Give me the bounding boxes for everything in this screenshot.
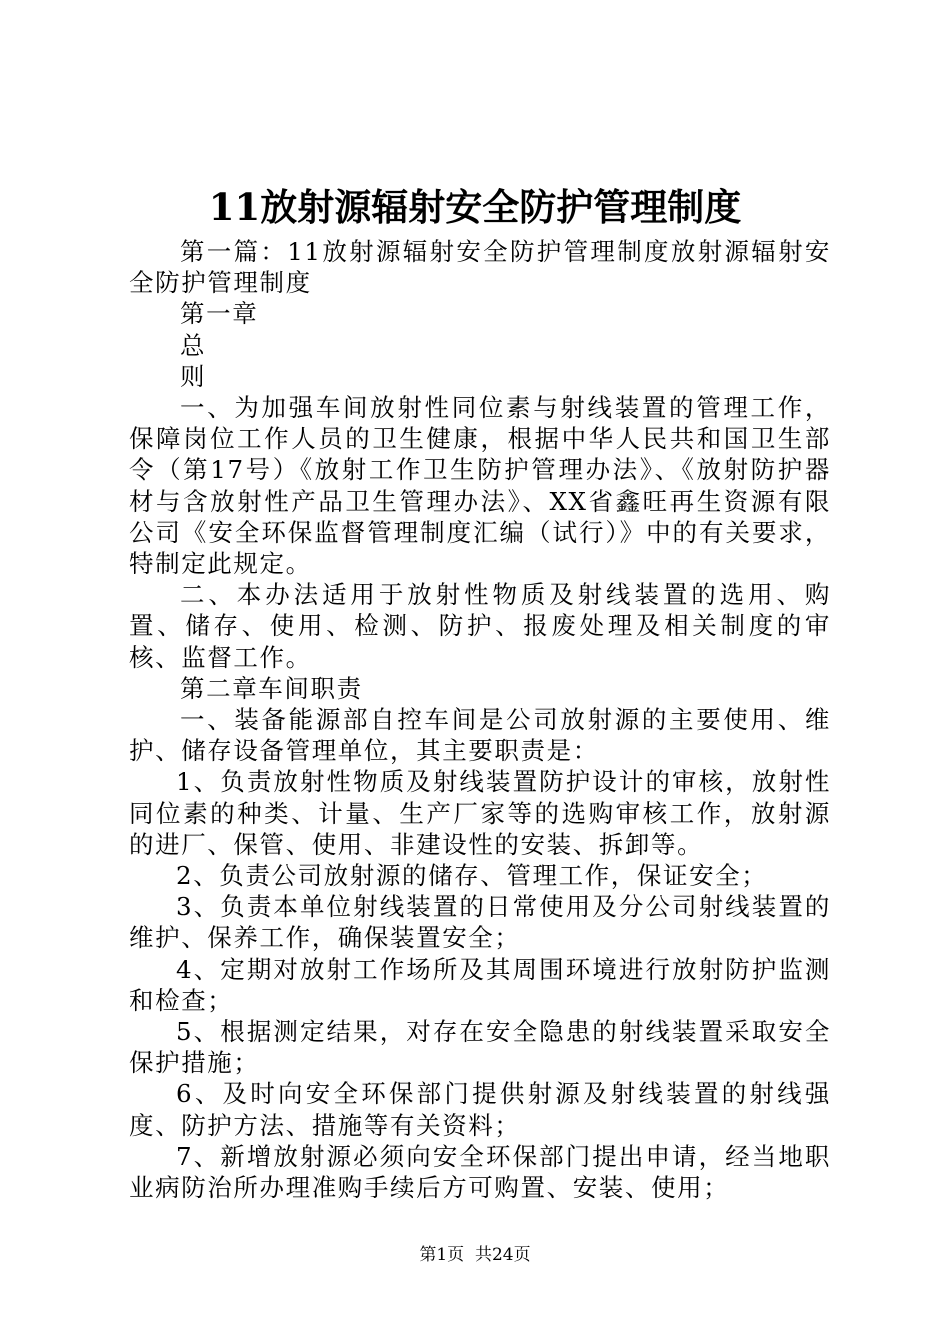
list-item-3: 3、负责本单位射线装置的日常使用及分公司射线装置的维护、保养工作，确保装置安全； <box>129 892 831 953</box>
paragraph-chapter-2-article-1: 一、装备能源部自控车间是公司放射源的主要使用、维护、储存设备管理单位，其主要职责是： <box>129 705 831 766</box>
document-body <box>129 236 831 1203</box>
chapter-1-heading: 第一章 <box>180 299 259 329</box>
list-item-7: 7、新增放射源必须向安全环保部门提出申请，经当地职业病防治所办理准购手续后方可购置、安装、使用； <box>129 1141 831 1203</box>
list-item-4: 4、定期对放射工作场所及其周围环境进行放射防护监测和检查； <box>129 954 831 1015</box>
page-footer: 第1页 共24页 <box>419 1245 531 1265</box>
document-title: 11放射源辐射安全防护管理制度 <box>208 185 742 229</box>
paragraph-article-2: 二、本办法适用于放射性物质及射线装置的选用、购置、储存、使用、检测、防护、报废处理及相关制度的审核、监督工作。 <box>129 580 831 672</box>
list-item-2: 2、负责公司放射源的储存、管理工作，保证安全； <box>176 861 768 891</box>
list-item-6: 6、及时向安全环保部门提供射源及射线装置的射线强度、防护方法、措施等有关资料； <box>129 1079 831 1140</box>
chapter-1-heading-part-2: 总 <box>180 330 207 360</box>
chapter-2-heading: 第二章车间职责 <box>180 673 363 703</box>
paragraph-article-1: 一、为加强车间放射性同位素与射线装置的管理工作，保障岗位工作人员的卫生健康，根据中华人民共和国卫生部令（第17号）《放射工作卫生防护管理办法》、《放射防护器材与含放射性产品卫生管理办法》、XX省鑫旺再生资源有限公司《安全环保监督管理制度汇编（试行）》中的有关要求，特制定此规定。 <box>129 393 831 579</box>
list-item-5: 5、根据测定结果，对存在安全隐患的射线装置采取安全保护措施； <box>129 1017 831 1078</box>
paragraph-intro: 第一篇：11放射源辐射安全防护管理制度放射源辐射安全防护管理制度 <box>129 237 831 298</box>
chapter-1-heading-part-3: 则 <box>180 361 207 391</box>
list-item-1: 1、负责放射性物质及射线装置防护设计的审核，放射性同位素的种类、计量、生产厂家等的选购审核工作，放射源的进厂、保管、使用、非建设性的安装、拆卸等。 <box>129 767 831 859</box>
